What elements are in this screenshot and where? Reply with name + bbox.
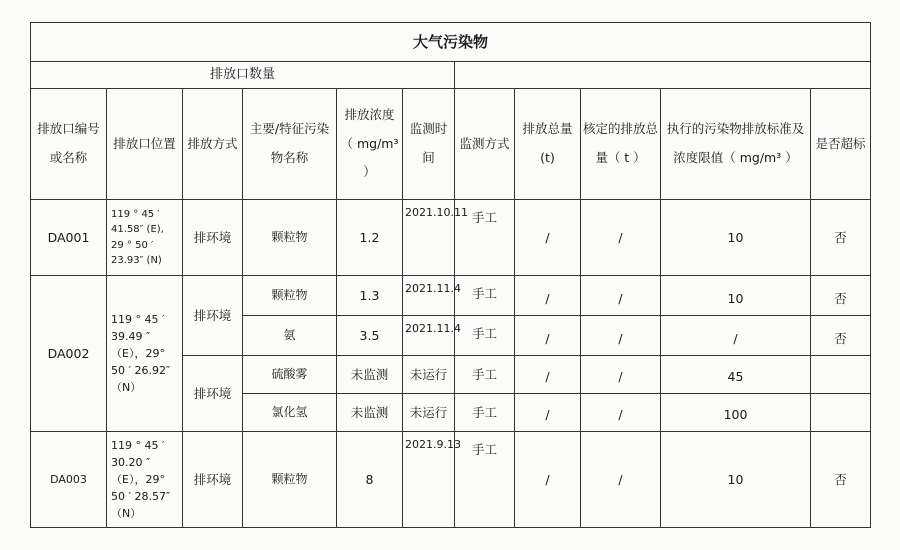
exceed-flag [811,356,871,394]
monitor-method: 手工 [455,394,515,432]
monitor-time: 未运行 [403,394,455,432]
monitor-time: 2021.9.13 [403,432,455,528]
discharge-method: 排环境 [183,200,243,276]
table-row [31,276,871,316]
outlet-count-header: 排放口数量 [31,62,455,89]
approved-total: / [581,276,661,316]
concentration-value: 8 [337,432,403,528]
monitor-time: 2021.11.4 [403,276,455,316]
monitor-method: 手工 [455,432,515,528]
pollutant-name: 硫酸雾 [243,356,337,394]
total-emission: / [515,200,581,276]
header-outlet-id: 排放口编号或名称 [31,89,107,200]
monitor-method: 手工 [455,356,515,394]
exceed-flag: 否 [811,432,871,528]
total-emission: / [515,316,581,356]
header-pollutant: 主要/特征污染物名称 [243,89,337,200]
table-row [31,200,871,276]
header-exceed: 是否超标 [811,89,871,200]
outlet-id: DA001 [31,200,107,276]
exceed-flag: 否 [811,200,871,276]
exceed-flag: 否 [811,276,871,316]
outlet-id: DA002 [31,276,107,432]
approved-total: / [581,316,661,356]
concentration-value: 未监测 [337,394,403,432]
pollutant-name: 氨 [243,316,337,356]
header-standard: 执行的污染物排放标准及浓度限值（ mg/m³ ） [661,89,811,200]
header-total-emission: 排放总量(t) [515,89,581,200]
approved-total: / [581,432,661,528]
total-emission: / [515,276,581,316]
monitor-time: 未运行 [403,356,455,394]
discharge-method: 排环境 [183,356,243,432]
table-row [31,432,871,528]
approved-total: / [581,394,661,432]
air-pollutant-table [30,22,871,528]
monitor-time: 2021.11.4 [403,316,455,356]
table-title: 大气污染物 [31,23,871,62]
concentration-value: 1.3 [337,276,403,316]
standard-limit: 100 [661,394,811,432]
total-emission: / [515,394,581,432]
discharge-method: 排环境 [183,276,243,356]
outlet-count-blank [455,62,871,89]
total-emission: / [515,432,581,528]
header-position: 排放口位置 [107,89,183,200]
standard-limit: 10 [661,276,811,316]
header-concentration: 排放浓度（ mg/m³ ） [337,89,403,200]
outlet-position: 119 ° 45 ′ 39.49 ″ （E），29° 50 ′ 26.92″（N） [107,276,183,432]
header-approved-total: 核定的排放总量（ t ） [581,89,661,200]
approved-total: / [581,200,661,276]
standard-limit: 10 [661,200,811,276]
pollutant-name: 颗粒物 [243,276,337,316]
outlet-position: 119 ° 45 ′ 41.58″ (E), 29 ° 50 ′ 23.93″ (N) [107,200,183,276]
monitor-method: 手工 [455,276,515,316]
total-emission: / [515,356,581,394]
outlet-position: 119 ° 45 ′ 30.20 ″ （E），29° 50 ′ 28.57″（N） [107,432,183,528]
pollutant-name: 氯化氢 [243,394,337,432]
concentration-value: 1.2 [337,200,403,276]
header-monitor-time: 监测时间 [403,89,455,200]
standard-limit: 45 [661,356,811,394]
pollutant-name: 颗粒物 [243,200,337,276]
standard-limit: 10 [661,432,811,528]
approved-total: / [581,356,661,394]
header-monitor-method: 监测方式 [455,89,515,200]
standard-limit: / [661,316,811,356]
discharge-method: 排环境 [183,432,243,528]
exceed-flag: 否 [811,316,871,356]
emission-table-sheet [30,22,870,528]
pollutant-name: 颗粒物 [243,432,337,528]
concentration-value: 未监测 [337,356,403,394]
monitor-method: 手工 [455,316,515,356]
monitor-method: 手工 [455,200,515,276]
outlet-id: DA003 [31,432,107,528]
exceed-flag [811,394,871,432]
monitor-time: 2021.10.11 [403,200,455,276]
header-method: 排放方式 [183,89,243,200]
concentration-value: 3.5 [337,316,403,356]
